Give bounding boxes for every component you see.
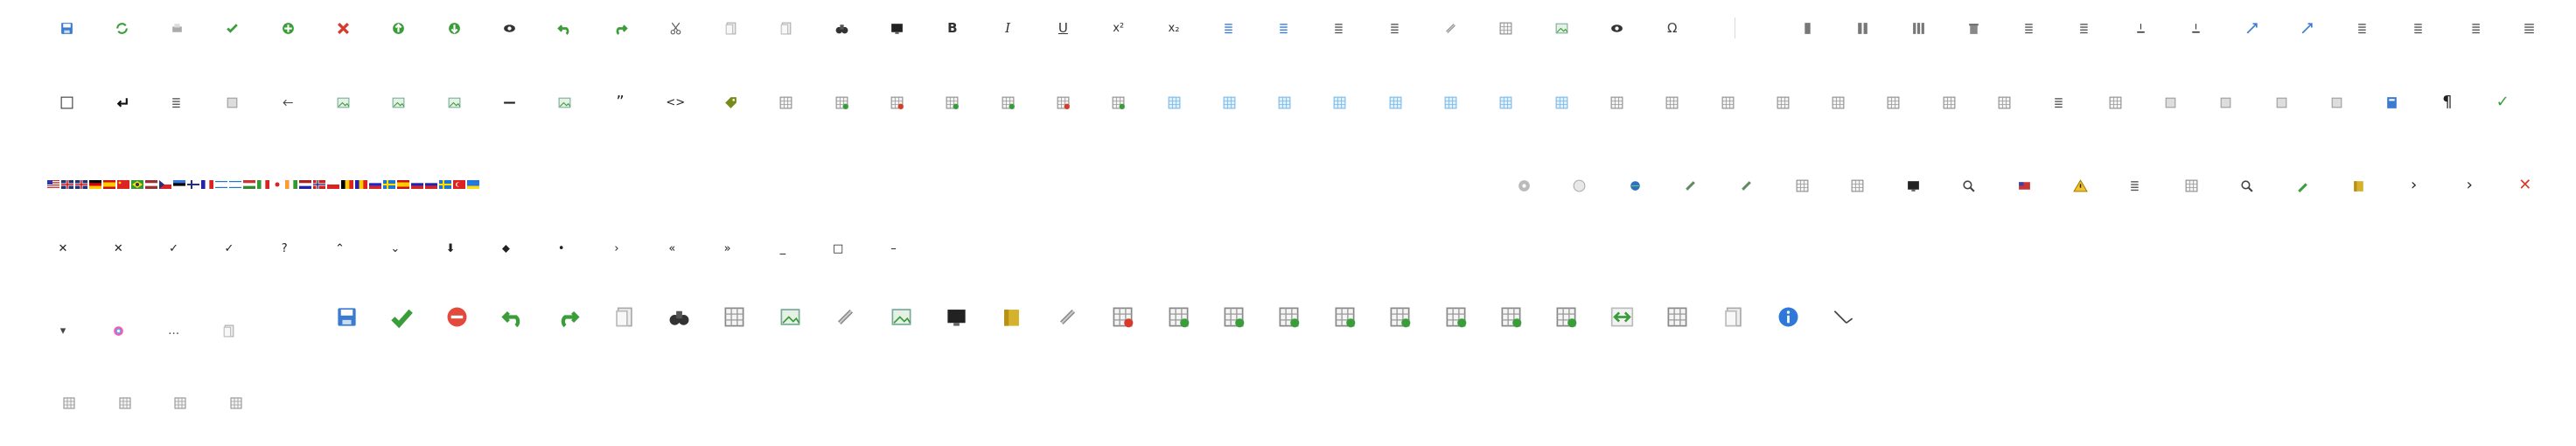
pilcrow-icon[interactable] (2435, 90, 2460, 115)
color-wheel-icon[interactable] (106, 318, 130, 343)
link-large-icon[interactable] (827, 297, 865, 336)
image-gray-icon-3[interactable] (442, 90, 466, 115)
outdent-icon[interactable] (1328, 16, 1352, 40)
flag-de-icon[interactable] (89, 180, 101, 192)
align-right-icon[interactable] (2461, 16, 2486, 40)
flag-tr-icon[interactable] (453, 180, 465, 192)
justify-icon[interactable] (2517, 16, 2542, 40)
window-close-icon[interactable] (225, 392, 248, 415)
subscript-glyph: x₂ (1168, 21, 1180, 35)
minimize-glyph: _ (779, 241, 786, 255)
check-icon[interactable] (2490, 90, 2515, 115)
double-right-icon[interactable] (716, 236, 740, 261)
table-insert-icon[interactable] (829, 90, 854, 115)
dot-glyph: • (557, 241, 565, 255)
flag-es-icon[interactable] (397, 180, 409, 192)
check-small-2-glyph: ✓ (224, 241, 234, 255)
stop-large-icon[interactable] (438, 297, 477, 336)
table-blue-8-icon[interactable] (1549, 90, 1574, 115)
print-icon[interactable] (165, 16, 190, 40)
dropdown-arrow-large-icon[interactable] (1825, 297, 1863, 336)
bold-icon[interactable] (940, 16, 965, 40)
flag-sk-icon[interactable] (411, 180, 423, 192)
trash-icon[interactable] (1962, 16, 1986, 40)
minimize-icon[interactable] (771, 236, 795, 261)
flag-jp-icon[interactable] (271, 180, 283, 192)
bullet-list-icon[interactable] (1217, 16, 1241, 40)
table-gray-icon[interactable] (1790, 173, 1814, 198)
columns-icon[interactable] (1993, 90, 2017, 115)
flag-ru-icon[interactable] (369, 180, 381, 192)
flag-il-icon[interactable] (215, 180, 227, 192)
window-maximize-icon[interactable] (169, 392, 192, 415)
anchor-large-icon[interactable] (1048, 297, 1086, 336)
download-icon[interactable] (442, 16, 466, 40)
paste-large-icon[interactable] (604, 297, 643, 336)
close-icon[interactable] (2513, 173, 2538, 198)
copy-icon[interactable] (719, 16, 743, 40)
flag-il-icon[interactable] (229, 180, 241, 192)
flag-gb-icon[interactable] (61, 180, 73, 192)
table-delete-large-icon[interactable] (1104, 297, 1142, 336)
flag-es-icon[interactable] (103, 180, 115, 192)
cells-icon[interactable] (1937, 90, 1961, 115)
more-glyph: … (168, 324, 180, 338)
table-blue-6-icon[interactable] (1439, 90, 1463, 115)
more-icon[interactable] (162, 318, 186, 343)
info-large-icon[interactable] (1769, 297, 1807, 336)
question-glyph: ? (281, 241, 288, 255)
play-small-glyph: › (614, 241, 619, 255)
field-icon[interactable] (2179, 173, 2203, 198)
flag-ee-icon[interactable] (173, 180, 185, 192)
upload-icon[interactable] (387, 16, 411, 40)
help-icon[interactable] (1567, 173, 1592, 198)
folder-large-icon[interactable] (993, 297, 1031, 336)
delete-icon[interactable] (332, 16, 356, 40)
caret-down-glyph: ▾ (59, 324, 66, 338)
italic-icon[interactable] (995, 16, 1020, 40)
check-small-icon[interactable] (162, 236, 186, 261)
horizontal-rule-icon[interactable] (497, 90, 521, 115)
dash-glyph: – (890, 241, 897, 255)
bullet-blue-icon[interactable] (220, 90, 245, 115)
resize-icon[interactable] (2239, 16, 2264, 40)
split-large-icon[interactable] (1658, 297, 1697, 336)
close-glyph: ✕ (2518, 176, 2532, 194)
table-large-icon[interactable] (716, 297, 754, 336)
table-col-red-icon[interactable] (1051, 90, 1075, 115)
warning-icon[interactable] (2068, 173, 2092, 198)
underline-glyph: U (1058, 19, 1068, 36)
superscript-icon[interactable] (1106, 16, 1131, 40)
merge-large-icon[interactable] (1602, 297, 1641, 336)
flag-us-icon[interactable] (2012, 173, 2036, 198)
flag-fr-icon[interactable] (201, 180, 213, 192)
question-icon[interactable] (272, 236, 297, 261)
table-gray-2-icon[interactable] (1846, 173, 1870, 198)
table-cells-green-icon[interactable] (940, 90, 965, 115)
ordered-list-icon[interactable] (2073, 16, 2098, 40)
language-flags (47, 180, 479, 192)
table-add-4-large-icon[interactable] (1547, 297, 1586, 336)
window-minimize-icon[interactable] (58, 392, 80, 415)
flag-fi-icon[interactable] (187, 180, 199, 192)
flag-it-icon[interactable] (257, 180, 269, 192)
list-icon[interactable] (2017, 16, 2042, 40)
arrow-left-icon[interactable] (276, 90, 300, 115)
align-top-box-icon[interactable] (2269, 90, 2293, 115)
pencil-green-icon[interactable] (2290, 173, 2314, 198)
code-glyph: <> (666, 95, 686, 109)
check-small-glyph: ✓ (169, 241, 179, 255)
image-icon[interactable] (1549, 16, 1574, 40)
check-small-2-icon[interactable] (217, 236, 241, 261)
double-down-icon[interactable] (383, 236, 408, 261)
align-center-icon[interactable] (2406, 16, 2431, 40)
check-large-icon[interactable] (382, 297, 421, 336)
table-blue-7-icon[interactable] (1494, 90, 1518, 115)
search-box-icon[interactable] (1957, 173, 1981, 198)
picture-icon[interactable] (553, 90, 577, 115)
restore-icon[interactable] (826, 236, 850, 261)
table-col-add-icon[interactable] (1106, 90, 1131, 115)
dash-icon[interactable] (882, 236, 906, 261)
arrow-down-glyph: ⬇ (445, 241, 456, 255)
image-link-large-icon[interactable] (882, 297, 920, 336)
link-icon[interactable] (1439, 16, 1463, 40)
disc-icon[interactable] (1511, 173, 1536, 198)
table-blue-3-icon[interactable] (1273, 90, 1297, 115)
bold-glyph: B (947, 19, 958, 36)
rows-icon[interactable] (1881, 90, 1906, 115)
book-icon[interactable] (2346, 173, 2370, 198)
caret-down-icon[interactable] (51, 318, 75, 343)
column-1-icon[interactable] (1795, 16, 1819, 40)
undo-large-icon[interactable] (493, 297, 532, 336)
table-blue-4-icon[interactable] (1328, 90, 1352, 115)
calculator-icon[interactable] (2380, 90, 2405, 115)
table-add-large-icon[interactable] (1381, 297, 1420, 336)
flag-cz-icon[interactable] (159, 180, 171, 192)
list-dotted-icon[interactable] (2124, 173, 2148, 198)
terminal-icon[interactable] (1901, 173, 1925, 198)
chevron-right-icon[interactable] (2402, 173, 2426, 198)
flag-ro-icon[interactable] (355, 180, 367, 192)
indent-icon[interactable] (1383, 16, 1407, 40)
table-blue-5-icon[interactable] (1383, 90, 1407, 115)
binoculars-large-icon[interactable] (660, 297, 698, 336)
flag-gb-icon[interactable] (75, 180, 87, 192)
chevron-right-bold-glyph: › (2466, 176, 2473, 194)
double-left-glyph: « (668, 241, 676, 255)
table-icon[interactable] (1494, 16, 1518, 40)
table-row-insert-2-large-icon[interactable] (1214, 297, 1253, 336)
cut-icon[interactable] (663, 16, 688, 40)
flag-lv-icon[interactable] (145, 180, 157, 192)
restore-glyph: □ (833, 241, 844, 255)
split-icon[interactable] (1770, 90, 1795, 115)
table-col-insert-large-icon[interactable] (1270, 297, 1309, 336)
align-right-box-icon[interactable] (2214, 90, 2238, 115)
link-green-icon[interactable] (1679, 173, 1703, 198)
flag-us-icon[interactable] (47, 180, 59, 192)
table-col-green-icon[interactable] (995, 90, 1020, 115)
close-small-2-icon[interactable] (106, 236, 130, 261)
doc-small-icon[interactable] (217, 318, 241, 343)
quote-icon[interactable] (608, 90, 632, 115)
table-add-2-large-icon[interactable] (1436, 297, 1475, 336)
source-icon[interactable] (885, 16, 910, 40)
spellcheck-icon[interactable] (220, 16, 245, 40)
double-left-icon[interactable] (660, 236, 684, 261)
paragraph-list-icon[interactable] (165, 90, 190, 115)
double-down-glyph: ⌄ (390, 241, 401, 255)
save-icon[interactable] (54, 16, 79, 40)
flag-cn-icon[interactable] (117, 180, 129, 192)
close-small-glyph: ✕ (58, 241, 68, 255)
layout-icon[interactable] (1660, 90, 1685, 115)
checkbox-icon[interactable] (54, 90, 79, 115)
double-up-glyph: ⌃ (335, 241, 345, 255)
close-small-2-glyph: ✕ (113, 241, 123, 255)
globe-icon[interactable] (1623, 173, 1647, 198)
align-left-box-icon[interactable] (2158, 90, 2182, 115)
add-icon[interactable] (276, 16, 300, 40)
align-left-icon[interactable] (2350, 16, 2375, 40)
image-large-icon[interactable] (771, 297, 809, 336)
enter-icon[interactable] (109, 90, 134, 115)
blank-doc-large-icon[interactable] (1714, 297, 1752, 336)
redo-icon[interactable] (608, 16, 632, 40)
underline-icon[interactable] (1051, 16, 1075, 40)
table-col-insert-2-large-icon[interactable] (1325, 297, 1364, 336)
numbered-list-icon[interactable] (1273, 16, 1297, 40)
flag-hu-icon[interactable] (243, 180, 255, 192)
insert-before-icon[interactable] (2128, 16, 2153, 40)
flag-br-icon[interactable] (131, 180, 143, 192)
save-large-icon[interactable] (327, 297, 366, 336)
table-row-red-icon[interactable] (885, 90, 910, 115)
flag-in-icon[interactable] (285, 180, 297, 192)
column-3-icon[interactable] (1906, 16, 1930, 40)
lines-icon[interactable] (2048, 90, 2072, 115)
italic-glyph: I (1005, 19, 1011, 36)
monitor-large-icon[interactable] (937, 297, 975, 336)
pin-icon[interactable] (493, 236, 518, 261)
omega-icon[interactable] (1660, 16, 1685, 40)
flag-be-icon[interactable] (341, 180, 353, 192)
arrow-down-icon[interactable] (438, 236, 463, 261)
flag-pl-icon[interactable] (327, 180, 339, 192)
pin-glyph: ⬥ (501, 241, 510, 255)
link-green-2-icon[interactable] (1734, 173, 1758, 198)
image-gray-icon-2[interactable] (387, 90, 411, 115)
window-icon[interactable] (1604, 90, 1629, 115)
paste-icon[interactable] (774, 16, 799, 40)
code-icon[interactable] (663, 90, 688, 115)
flag-ua-icon[interactable] (467, 180, 479, 192)
undo-icon[interactable] (553, 16, 577, 40)
refresh-icon[interactable] (109, 16, 134, 40)
chevron-right-bold-icon[interactable] (2457, 173, 2482, 198)
insert-after-icon[interactable] (2184, 16, 2209, 40)
flag-nl-icon[interactable] (299, 180, 311, 192)
flag-si-icon[interactable] (425, 180, 437, 192)
table-blue-1-icon[interactable] (1162, 90, 1186, 115)
dot-icon[interactable] (549, 236, 574, 261)
magnifier-icon[interactable] (2235, 173, 2259, 198)
pilcrow-glyph: ¶ (2442, 93, 2453, 111)
table-add-3-large-icon[interactable] (1491, 297, 1530, 336)
grid-icon[interactable] (774, 90, 799, 115)
omega-glyph: Ω (1666, 19, 1678, 36)
window-restore-icon[interactable] (114, 392, 136, 415)
tag-icon[interactable] (719, 90, 743, 115)
frame-icon[interactable] (1826, 90, 1851, 115)
close-small-icon[interactable] (51, 236, 75, 261)
grid-2-icon[interactable] (2103, 90, 2127, 115)
play-small-icon[interactable] (604, 236, 629, 261)
eyedropper-icon[interactable] (1604, 16, 1629, 40)
chevron-right-glyph: › (2410, 176, 2418, 194)
flag-no-icon[interactable] (313, 180, 325, 192)
quote-glyph: ” (616, 93, 625, 111)
superscript-glyph: x² (1113, 21, 1125, 35)
column-2-icon[interactable] (1851, 16, 1875, 40)
flag-se-icon[interactable] (383, 180, 395, 192)
move-icon[interactable] (2295, 16, 2320, 40)
subscript-icon[interactable] (1162, 16, 1186, 40)
table-blue-2-icon[interactable] (1217, 90, 1241, 115)
redo-large-icon[interactable] (549, 297, 588, 336)
panel-icon[interactable] (1715, 90, 1740, 115)
eye-icon[interactable] (497, 16, 521, 40)
table-row-insert-large-icon[interactable] (1159, 297, 1197, 336)
double-up-icon[interactable] (328, 236, 353, 261)
align-bottom-box-icon[interactable] (2324, 90, 2349, 115)
double-right-glyph: » (723, 241, 731, 255)
find-icon[interactable] (829, 16, 854, 40)
image-gray-icon[interactable] (332, 90, 356, 115)
flag-se-icon[interactable] (439, 180, 451, 192)
check-glyph: ✓ (2496, 93, 2510, 111)
